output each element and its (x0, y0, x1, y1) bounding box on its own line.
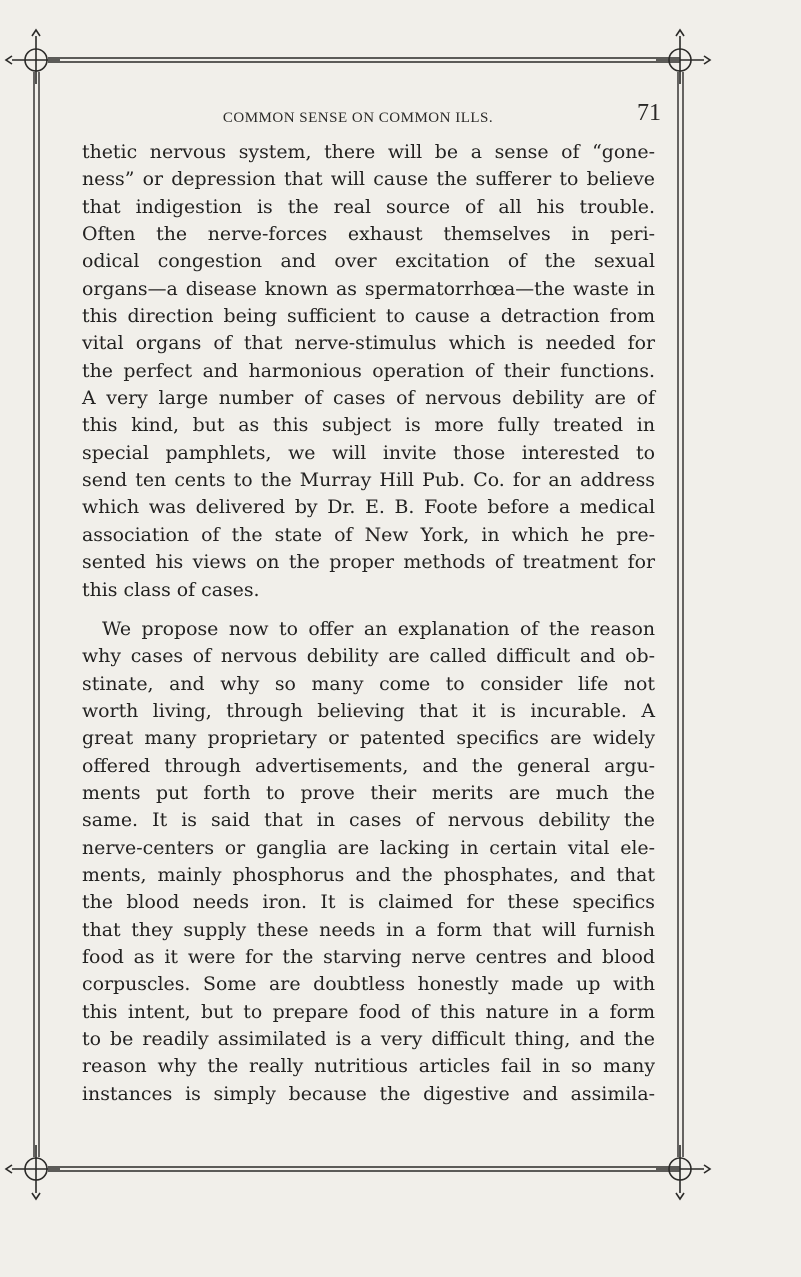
text-line: special pamphlets, we will invite those interested to (82, 441, 655, 464)
text-line: nerve-centers or ganglia are lacking in certain vital ele- (82, 836, 655, 859)
paragraph (82, 139, 655, 604)
text-line: organs—a disease known as spermatorrhœa—the waste in (82, 277, 655, 300)
text-line: stinate, and why so many come to consider life not (82, 672, 655, 695)
text-line: instances is simply because the digestive and assimila- (82, 1082, 655, 1105)
text-line: We propose now to offer an explanation of the reason (102, 617, 655, 640)
text-line: odical congestion and over excitation of the sexual (82, 250, 655, 273)
text-line: to be readily assimilated is a very difficult thing, and the (82, 1028, 655, 1050)
text-line: ments, mainly phosphorus and the phosphates, and that (82, 863, 655, 886)
text-line: worth living, through believing that it is incurable. A (82, 699, 655, 722)
text-line: ness” or depression that will cause the sufferer to believe (82, 168, 655, 191)
text-line: thetic nervous system, there will be a sense of “gone- (82, 141, 655, 163)
page-number: 71 (637, 100, 661, 126)
text-line: association of the state of New York, in which he pre- (82, 523, 655, 546)
text-line: this direction being sufficient to cause a detraction from (82, 305, 655, 328)
text-line: this class of cases. (82, 578, 260, 601)
text-line: this intent, but to prepare food of this nature in a form (82, 1000, 655, 1023)
text-line: which was delivered by Dr. E. B. Foote before a medical (82, 496, 655, 519)
text-line: great many proprietary or patented specifics are widely (82, 727, 655, 750)
text-line: Often the nerve-forces exhaust themselves in peri- (82, 223, 655, 246)
text-line: that they supply these needs in a form that will furnish (82, 918, 655, 941)
body-text (82, 139, 655, 1108)
text-line: the perfect and harmonious operation of their functions. (82, 359, 655, 382)
text-line: vital organs of that nerve-stimulus which is needed for (82, 332, 655, 355)
text-line: that indigestion is the real source of all his trouble. (82, 195, 655, 218)
text-line: the blood needs iron. It is claimed for these specifics (82, 891, 655, 914)
text-line: offered through advertisements, and the general argu- (82, 754, 655, 777)
text-line: reason why the really nutritious articles fail in so many (82, 1055, 655, 1078)
running-head: COMMON SENSE ON COMMON ILLS. (222, 110, 494, 126)
text-line: send ten cents to the Murray Hill Pub. Co. for an address (82, 469, 655, 492)
text-line: corpuscles. Some are doubtless honestly made up with (82, 973, 655, 996)
text-line: food as it were for the starving nerve centres and blood (82, 945, 655, 968)
text-line: same. It is said that in cases of nervous debility the (82, 809, 655, 832)
text-line: A very large number of cases of nervous debility are of (82, 387, 655, 410)
text-line: this kind, but as this subject is more fully treated in (82, 414, 655, 437)
text-line: sented his views on the proper methods of treatment for (82, 551, 655, 574)
paragraph (82, 616, 655, 1108)
text-line: why cases of nervous debility are called difficult and ob- (82, 645, 655, 668)
text-line: ments put forth to prove their merits are much the (82, 781, 655, 804)
